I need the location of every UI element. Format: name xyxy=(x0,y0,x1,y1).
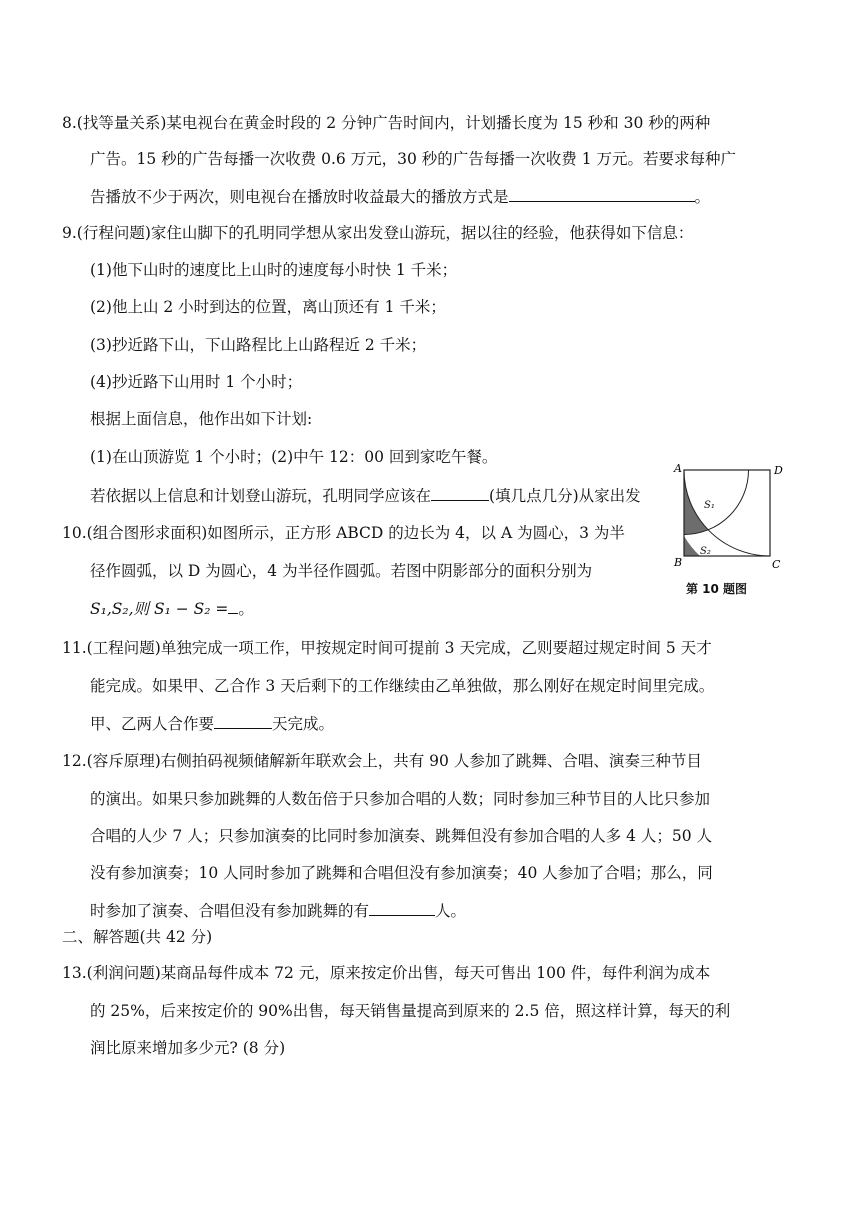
q8-line-1: 8.(找等量关系)某电视台在黄金时段的 2 分钟广告时间内，计划播长度为 15 秒和 30 秒的两种 xyxy=(62,114,711,132)
q10-label-s1: S₁ xyxy=(704,500,715,511)
q11-line-2: 能完成。如果甲、乙合作 3 天后剩下的工作继续由乙单独做，那么刚好在规定时间里完成。 xyxy=(90,677,715,695)
q9-answer-blank[interactable] xyxy=(431,484,489,501)
q8-line-3 xyxy=(90,185,710,208)
q13-line-2: 的 25%，后来按定价的 90%出售，每天销售量提高到原来的 2.5 倍，照这样计算，每天的利 xyxy=(90,1002,731,1020)
section-2-heading: 二、解答题(共 42 分) xyxy=(62,928,213,946)
q9-plan: (1)在山顶游览 1 个小时；(2)中午 12：00 回到家吃午餐。 xyxy=(90,448,498,466)
q12-line-4: 没有参加演奏；10 人同时参加了跳舞和合唱但没有参加演奏；40 人参加了合唱；那么，同 xyxy=(90,864,713,882)
q13-line-1: 13.(利润问题)某商品每件成本 72 元，原来按定价出售，每天可售出 100 件，每件利润为成本 xyxy=(62,964,711,982)
q9-info-4: (4)抄近路下山用时 1 个小时； xyxy=(90,373,303,391)
q10-line-2: 径作圆弧，以 D 为圆心，4 为半径作圆弧。若图中阴影部分的面积分别为 xyxy=(90,562,593,580)
q12-line-2: 的演出。如果只参加跳舞的人数缶倍于只参加合唱的人数；同时参加三种节目的人比只参加 xyxy=(90,790,711,808)
q10-label-d: D xyxy=(774,464,783,477)
q12-line-3: 合唱的人少 7 人；只参加演奏的比同时参加演奏、跳舞但没有参加合唱的人多 4 人；50 人 xyxy=(90,827,713,845)
q10-label-b: B xyxy=(674,556,683,569)
q10-answer-blank[interactable] xyxy=(228,597,238,614)
q12-line-5-text: 时参加了演奏、合唱但没有参加跳舞的有 xyxy=(90,902,370,920)
q10-line-1: 10.(组合图形求面积)如图所示，正方形 ABCD 的边长为 4，以 A 为圆心，3 为半 xyxy=(62,524,625,542)
q9-info-2: (2)他上山 2 小时到达的位置，离山顶还有 1 千米； xyxy=(90,298,446,316)
q8-line-3-text: 告播放不少于两次，则电视台在播放时收益最大的播放方式是 xyxy=(90,188,509,206)
q11-line-3-text: 甲、乙两人合作要 xyxy=(90,715,215,733)
q9-ask-text: 若依据以上信息和计划登山游玩，孔明同学应该在 xyxy=(90,487,432,505)
q13-line-3: 润比原来增加多少元? (8 分) xyxy=(90,1039,286,1057)
q11-line-3 xyxy=(90,712,334,735)
q9-info-1: (1)他下山时的速度比上山时的速度每小时快 1 千米； xyxy=(90,261,458,279)
q10-line-3-end: 。 xyxy=(238,600,254,618)
q12-line-5-end: 人。 xyxy=(435,902,467,920)
q8-answer-blank[interactable] xyxy=(509,185,695,202)
q10-label-a: A xyxy=(674,462,682,475)
q10-formula: S₁,S₂,则 S₁ − S₂ = xyxy=(90,600,229,618)
q12-answer-blank[interactable] xyxy=(369,899,435,916)
q12-line-1: 12.(容斥原理)右侧拍码视频储解新年联欢会上，共有 90 人参加了跳舞、合唱、演奏三种节目 xyxy=(62,752,702,770)
q10-line-3 xyxy=(90,597,254,620)
q9-ask xyxy=(90,484,641,507)
q10-label-c: C xyxy=(772,558,781,571)
q11-answer-blank[interactable] xyxy=(214,712,272,729)
q8-line-2: 广告。15 秒的广告每播一次收费 0.6 万元，30 秒的广告每播一次收费 1 万元。若要求每种广 xyxy=(90,150,737,168)
q8-line-3-end: 。 xyxy=(694,188,711,206)
q9-plan-intro: 根据上面信息，他作出如下计划: xyxy=(90,410,313,428)
q12-line-5 xyxy=(90,899,466,922)
q10-label-s2: S₂ xyxy=(700,546,711,557)
q11-line-3-end: 天完成。 xyxy=(272,715,335,733)
q11-line-1: 11.(工程问题)单独完成一项工作，甲按规定时间可提前 3 天完成，乙则要超过规定时间 5 天才 xyxy=(62,639,712,657)
q10-shaded-s2 xyxy=(684,536,700,556)
q10-figure-caption: 第 10 题图 xyxy=(686,582,748,596)
q9-ask-end: (填几点几分)从家出发 xyxy=(489,487,641,505)
q9-line-1: 9.(行程问题)家住山脚下的孔明同学想从家出发登山游玩，据以往的经验，他获得如下信息： xyxy=(62,224,694,242)
q9-info-3: (3)抄近路下山，下山路程比上山路程近 2 千米； xyxy=(90,336,427,354)
